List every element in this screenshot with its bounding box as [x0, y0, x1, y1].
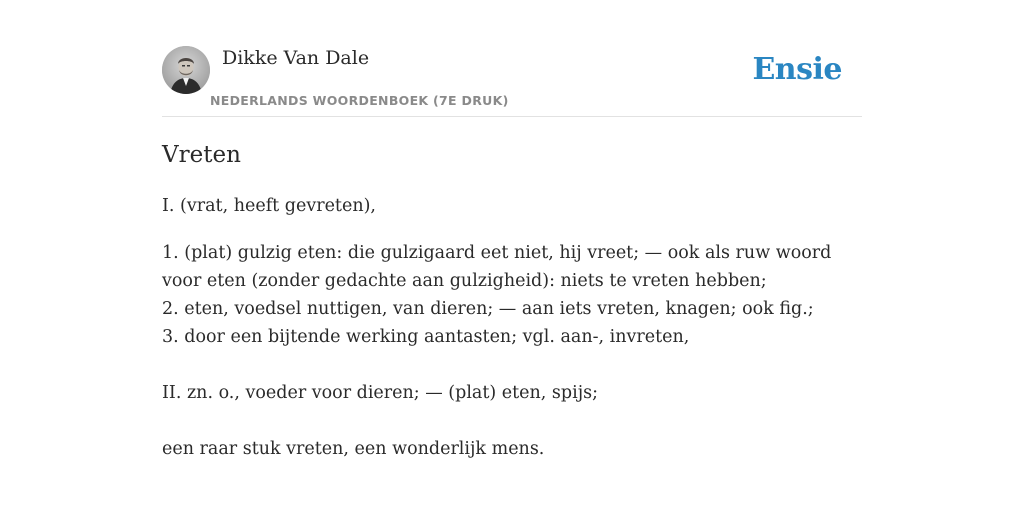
paragraph-gap [162, 351, 862, 379]
definition-line: 2. eten, voedsel nuttigen, van dieren; — aan iets vreten, knagen; ook fig.; [162, 299, 814, 319]
entry-header [162, 46, 862, 117]
definition-line: 3. door een bijtende werking aantasten; vgl. aan-, invreten, [162, 327, 690, 347]
paragraph-gap [162, 407, 862, 435]
author-name[interactable]: Dikke Van Dale [222, 47, 370, 69]
definition-line: een raar stuk vreten, een wonderlijk mens. [162, 439, 545, 459]
definition-line: 1. (plat) gulzig eten: die gulzigaard eet niet, hij vreet; — ook als ruw woord voor eten (zonder gedachte aan gulzigheid): niets te vreten hebben; [162, 243, 832, 291]
author-avatar[interactable] [162, 46, 210, 94]
portrait-photo-icon [162, 46, 210, 94]
ensie-logo[interactable]: Ensie [752, 52, 842, 87]
entry-title: Vreten [162, 142, 241, 168]
definition-line: II. zn. o., voeder voor dieren; — (plat) eten, spijs; [162, 383, 599, 403]
entry-grammar-note: I. (vrat, heeft gevreten), [162, 196, 376, 216]
entry-definition [162, 192, 862, 463]
source-label: NEDERLANDS WOORDENBOEK (7E DRUK) [210, 93, 509, 108]
